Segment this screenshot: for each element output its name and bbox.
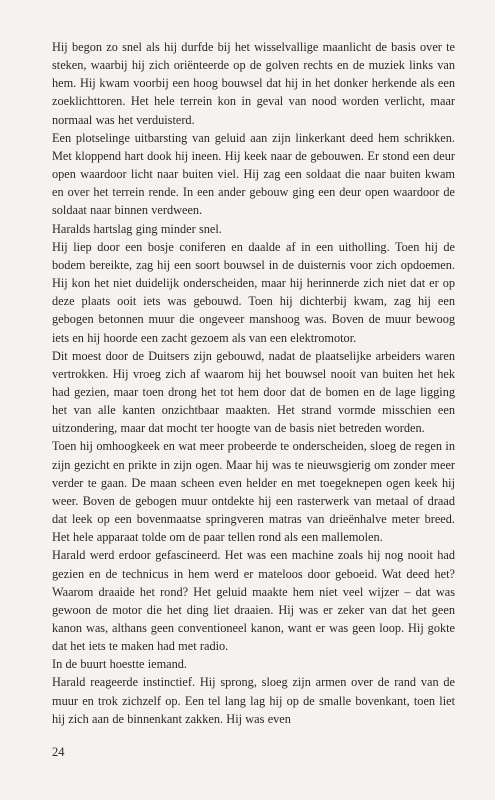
- paragraph: Harald reageerde instinctief. Hij sprong, sloeg zijn armen over de rand van de muur en trok zichzelf op. Een tel lang lag hij op de smalle bovenkant, toen liet hij zich aan de binnenkant zakken. Hij was even: [52, 675, 455, 726]
- paragraph: Hij begon zo snel als hij durfde bij het wisselvallige maanlicht de basis over te steken, waarbij hij zich oriënteerde op de golven rechts en de muziek links van hem. Hij kwam voorbij een hoog bouwsel dat hij in het donker herkende als een zoeklichttoren. Het hele terrein kon in geval van nood worden verlicht, maar normaal was het verduisterd.: [52, 40, 455, 127]
- page-number: 24: [52, 745, 65, 759]
- paragraph: Toen hij omhoogkeek en wat meer probeerde te onderscheiden, sloeg de regen in zijn gezicht en prikte in zijn ogen. Maar hij was te nieuwsgierig om zonder meer verder te gaan. De maan scheen even helder en met toegeknepen ogen keek hij weer. Boven de gebogen muur ontdekte hij een rasterwerk van metaal of draad dat leek op een bovenmaatse springveren matras van drieënhalve meter breed. Het hele apparaat tolde om de paar tellen rond als een mallemolen.: [52, 439, 455, 545]
- paragraph: Dit moest door de Duitsers zijn gebouwd, nadat de plaatselijke arbeiders waren vertrokken. Hij vroeg zich af waarom hij het bouwsel nooit van buiten het hek had gezien, maar toen drong het tot hem door dat de bomen en de lage ligging het van alle kanten onzichtbaar maakten. Het strand vormde misschien een uitzondering, maar dat mocht ter hoogte van de basis niet betreden worden.: [52, 348, 455, 436]
- body-text: [52, 38, 455, 728]
- paragraph: Een plotselinge uitbarsting van geluid aan zijn linkerkant deed hem schrikken. Met kloppend hart dook hij ineen. Hij keek naar de gebouwen. Er stond een deur open waardoor licht naar buiten viel. Hij zag een soldaat die naar buiten kwam en over het terrein rende. In een ander gebouw ging een deur open waardoor de soldaat naar binnen verdween.: [52, 130, 455, 218]
- paragraph: Harald werd erdoor gefascineerd. Het was een machine zoals hij nog nooit had gezien en de technicus in hem werd er mateloos door geboeid. Wat deed het? Waarom draaide het rond? Het geluid maakte hem niet veel wijzer – dat was gewoon de motor die het ding liet draaien. Hij was er zeker van dat het geen kanon was, althans geen conventioneel kanon, want er was geen loop. Hij gokte dat het iets te maken had met radio.: [52, 548, 455, 654]
- paragraph: Hij liep door een bosje coniferen en daalde af in een uitholling. Toen hij de bodem bereikte, zag hij een soort bouwsel in de duisternis voor zich opdoemen. Hij kon het niet duidelijk onderscheiden, maar hij herinnerde zich niet dat er op deze plaats ooit iets was gebouwd. Toen hij dichterbij kwam, zag hij een gebogen betonnen muur die ongeveer manshoog was. Boven de muur bewoog iets en hij hoorde een zacht gezoem als van een elektromotor.: [52, 239, 455, 345]
- paragraph: Haralds hartslag ging minder snel.: [52, 221, 222, 236]
- paragraph: In de buurt hoestte iemand.: [52, 657, 188, 672]
